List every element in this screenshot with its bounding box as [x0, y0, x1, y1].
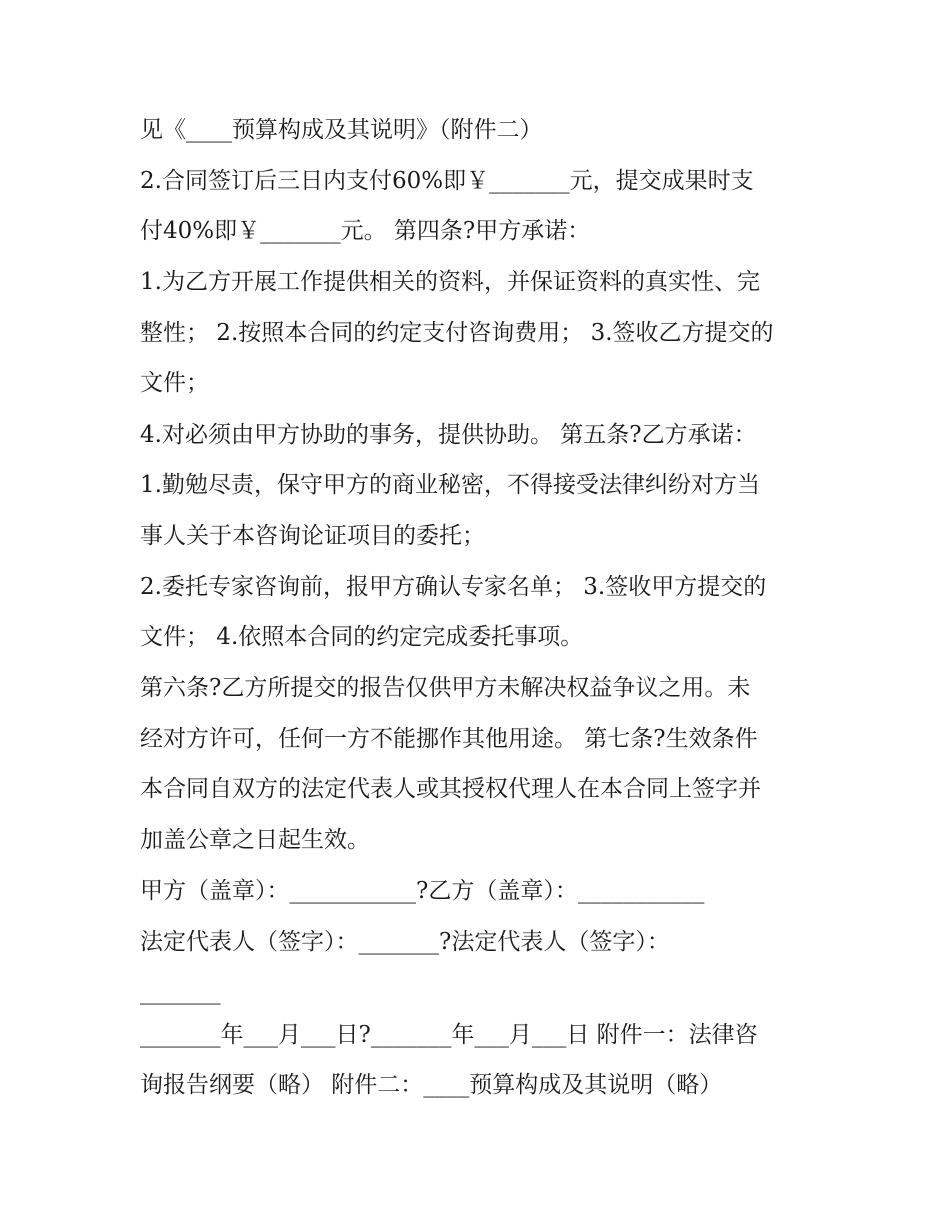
text-line-20: 询报告纲要（略） 附件二：____预算构成及其说明（略）: [140, 1072, 723, 1098]
text-line-8: 1.勤勉尽责，保守甲方的商业秘密，不得接受法律纠纷对方当: [140, 472, 760, 498]
text-line-14: 本合同自双方的法定代表人或其授权代理人在本合同上签字并: [140, 776, 761, 802]
text-line-7: 4.对必须由甲方协助的事务，提供协助。 第五条?乙方承诺：: [140, 422, 757, 448]
text-line-9: 事人关于本咨询论证项目的委托；: [140, 523, 485, 549]
text-line-17: 法定代表人（签字）：_______?法定代表人（签字）：: [140, 929, 670, 955]
text-line-16: 甲方（盖章）：___________?乙方（盖章）：___________: [140, 878, 705, 904]
text-line-2: 2.合同签订后三日内支付60%即￥_______元，提交成果时支: [140, 168, 754, 194]
text-line-5: 整性； 2.按照本合同的约定支付咨询费用； 3.签收乙方提交的: [140, 320, 774, 346]
text-line-13: 经对方许可，任何一方不能挪作其他用途。 第七条?生效条件: [140, 726, 758, 752]
text-line-4: 1.为乙方开展工作提供相关的资料，并保证资料的真实性、完: [140, 269, 760, 295]
text-line-19: _______年___月___日?_______年___月___日 附件一：法律咨: [140, 1022, 758, 1048]
text-line-12: 第六条?乙方所提交的报告仅供甲方未解决权益争议之用。未: [140, 675, 751, 701]
text-line-18: _______: [140, 979, 221, 1005]
text-line-1: 见《____预算构成及其说明》（附件二）: [140, 117, 543, 143]
text-line-3: 付40%即￥_______元。 第四条?甲方承诺：: [140, 218, 591, 244]
text-line-11: 文件； 4.依照本合同的约定完成委托事项。: [140, 624, 584, 650]
text-line-6: 文件；: [140, 370, 209, 396]
text-line-10: 2.委托专家咨询前，报甲方确认专家名单； 3.签收甲方提交的: [140, 574, 767, 600]
text-line-15: 加盖公章之日起生效。: [140, 827, 370, 853]
